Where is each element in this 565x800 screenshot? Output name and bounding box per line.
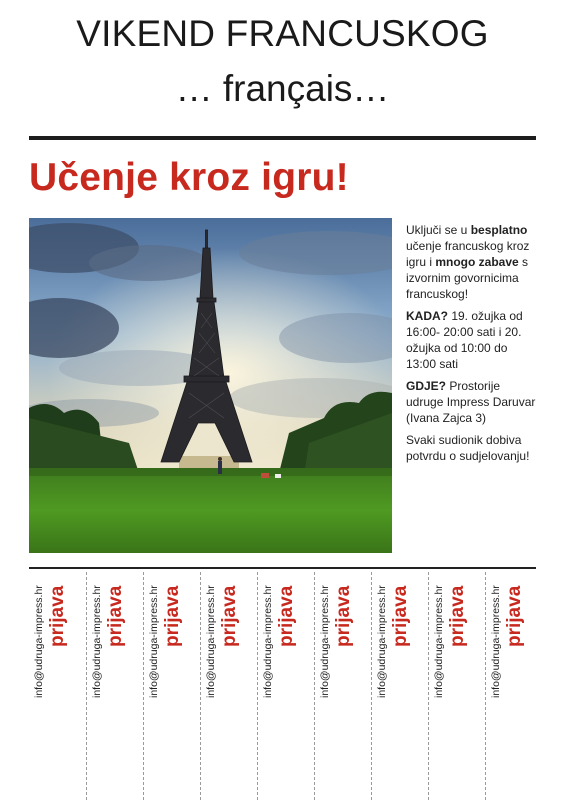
intro-paragraph: Uključi se u besplatno učenje francuskog kroz igru i mnogo zabave s izvornim govornicima francuskog! <box>406 223 530 301</box>
tab-email: info@udruga-impress.hr <box>433 585 445 698</box>
tab-word: prijava <box>105 586 126 648</box>
tear-off-tab[interactable] <box>143 572 201 800</box>
tear-off-tab[interactable] <box>257 572 315 800</box>
top-divider <box>29 136 536 140</box>
tab-word: prijava <box>333 586 354 648</box>
tab-email: info@udruga-impress.hr <box>376 585 388 698</box>
tab-word: prijava <box>162 586 183 648</box>
info-text <box>406 222 536 470</box>
headline: Učenje kroz igru! <box>29 156 349 199</box>
tab-word: prijava <box>390 586 411 648</box>
tab-word: prijava <box>219 586 240 648</box>
tear-off-tabs <box>29 572 536 800</box>
when-paragraph: KADA? 19. ožujka od 16:00- 20:00 sati i 20. ožujka od 10:00 do 13:00 sati <box>406 309 523 371</box>
tear-off-tab[interactable] <box>200 572 258 800</box>
tear-off-tab[interactable] <box>86 572 144 800</box>
tab-word: prijava <box>447 586 468 648</box>
title-line-1: VIKEND FRANCUSKOG <box>76 13 489 54</box>
tab-word: prijava <box>504 586 525 648</box>
tab-email: info@udruga-impress.hr <box>91 585 103 698</box>
tab-word: prijava <box>47 586 68 648</box>
tear-off-tab[interactable] <box>485 572 543 800</box>
bottom-divider <box>29 567 536 569</box>
eiffel-tower-photo <box>29 218 392 553</box>
tab-email: info@udruga-impress.hr <box>319 585 331 698</box>
tear-off-tab[interactable] <box>314 572 372 800</box>
certificate-paragraph: Svaki sudionik dobiva potvrdu o sudjelovanju! <box>406 433 530 463</box>
tab-email: info@udruga-impress.hr <box>148 585 160 698</box>
tab-word: prijava <box>276 586 297 648</box>
tear-off-tab[interactable] <box>29 572 86 800</box>
tab-email: info@udruga-impress.hr <box>262 585 274 698</box>
tear-off-tab[interactable] <box>371 572 429 800</box>
title-line-2: … français… <box>175 68 390 109</box>
tab-email: info@udruga-impress.hr <box>205 585 217 698</box>
where-paragraph: GDJE? Prostorije udruge Impress Daruvar (Ivana Zajca 3) <box>406 379 536 425</box>
tear-off-tab[interactable] <box>428 572 486 800</box>
tab-email: info@udruga-impress.hr <box>490 585 502 698</box>
tab-email: info@udruga-impress.hr <box>33 585 45 698</box>
